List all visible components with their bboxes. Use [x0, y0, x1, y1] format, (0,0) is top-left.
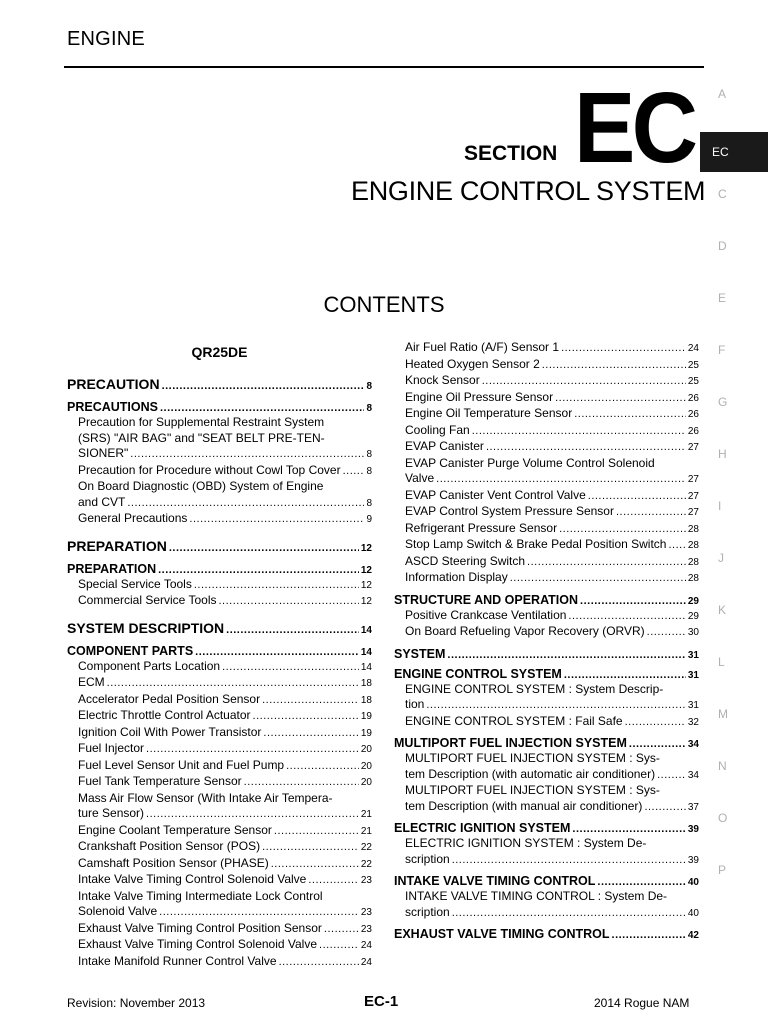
toc-page-number: 26: [687, 425, 699, 437]
toc-entry[interactable]: [67, 921, 372, 938]
toc-entry-title: tem Description (with automatic air conditioner): [405, 766, 656, 781]
toc-right-list: [394, 340, 699, 941]
toc-page-number: 20: [360, 760, 372, 772]
toc-entry[interactable]: [394, 554, 699, 571]
section-tab-m[interactable]: M: [718, 707, 728, 721]
toc-entry-title: SIONER": [78, 446, 129, 460]
toc-entry-title: Electric Throttle Control Actuator: [78, 708, 251, 722]
toc-page-number: 8: [366, 449, 372, 460]
toc-entry-title: Solenoid Valve: [78, 904, 158, 918]
toc-entry[interactable]: [394, 905, 699, 922]
dot-leader: [572, 821, 685, 835]
dot-leader: [130, 446, 364, 463]
dot-leader: [274, 823, 359, 840]
toc-page-number: 31: [687, 649, 699, 661]
toc-page-number: 21: [360, 809, 372, 820]
toc-entry[interactable]: [394, 537, 699, 554]
engine-model-heading: QR25DE: [191, 344, 248, 360]
toc-section[interactable]: [394, 927, 699, 941]
toc-entry-title: Positive Crankcase Ventilation: [405, 607, 567, 622]
dot-leader: [527, 554, 686, 571]
toc-page-number: 27: [687, 442, 699, 453]
toc-page-number: 28: [687, 523, 699, 535]
toc-entry-title: Air Fuel Ratio (A/F) Sensor 1: [405, 340, 560, 354]
toc-section[interactable]: [394, 667, 699, 681]
toc-entry[interactable]: [67, 954, 372, 971]
toc-page-number: 12: [360, 564, 372, 576]
toc-page-number: 27: [687, 474, 699, 485]
toc-entry-title: SYSTEM: [394, 646, 446, 661]
toc-entry[interactable]: [394, 390, 699, 407]
dot-leader: [262, 839, 359, 856]
toc-entry-title: tem Description (with manual air conditioner): [405, 798, 643, 813]
toc-entry-title: Fuel Injector: [78, 741, 145, 755]
dot-leader: [612, 927, 686, 941]
section-tab-k[interactable]: K: [718, 603, 727, 617]
toc-entry-text[interactable]: Mass Air Flow Sensor (With Intake Air Tempera-: [78, 790, 333, 805]
toc-section[interactable]: [394, 821, 699, 835]
toc-entry-title: SYSTEM DESCRIPTION: [67, 619, 225, 636]
toc-entry-text[interactable]: On Board Diagnostic (OBD) System of Engine: [78, 479, 324, 493]
toc-page-number: 31: [687, 700, 699, 711]
toc-page-number: 8: [366, 465, 372, 477]
dot-leader: [625, 714, 686, 731]
toc-entry[interactable]: [67, 659, 372, 676]
section-tab-h[interactable]: H: [718, 447, 727, 461]
toc-entry-title: Camshaft Position Sensor (PHASE): [78, 855, 269, 870]
toc-entry-title: Intake Valve Timing Control Solenoid Valve: [78, 872, 307, 886]
dot-leader: [262, 692, 359, 709]
toc-section[interactable]: [394, 736, 699, 750]
toc-entry[interactable]: [67, 856, 372, 873]
dot-leader: [158, 562, 359, 576]
dot-leader: [542, 357, 686, 374]
toc-page-number: 32: [687, 716, 699, 728]
toc-entry-title: Special Service Tools: [78, 576, 192, 591]
dot-leader: [127, 495, 364, 512]
toc-entry[interactable]: [394, 471, 699, 488]
toc-entry[interactable]: [394, 697, 699, 714]
dot-leader: [561, 340, 686, 357]
toc-entry-title: scription: [405, 904, 450, 919]
toc-page-number: 29: [687, 595, 699, 607]
section-index-tabs: [700, 84, 768, 912]
toc-entry-title: Fuel Tank Temperature Sensor: [78, 774, 242, 788]
toc-entry[interactable]: [394, 608, 699, 625]
toc-entry[interactable]: [67, 823, 372, 840]
dot-leader: [324, 921, 359, 938]
toc-entry-title: Cooling Fan: [405, 422, 470, 437]
toc-entry[interactable]: [67, 806, 372, 823]
header-rule: [64, 66, 704, 68]
toc-entry-text[interactable]: (SRS) "AIR BAG" and "SEAT BELT PRE-TEN-: [78, 430, 325, 445]
toc-entry[interactable]: [394, 488, 699, 505]
toc-entry-title: ECM: [78, 675, 105, 689]
toc-entry[interactable]: [67, 758, 372, 775]
toc-page-number: 19: [360, 711, 372, 722]
toc-page-number: 22: [360, 858, 372, 870]
toc-entry-text[interactable]: Precaution for Supplemental Restraint System: [78, 415, 325, 429]
toc-entry[interactable]: [394, 767, 699, 784]
toc-page-number: 12: [360, 596, 372, 607]
dot-leader: [286, 758, 359, 775]
toc-entry-title: EVAP Control System Pressure Sensor: [405, 504, 614, 518]
toc-entry-title: and CVT: [78, 494, 126, 509]
toc-entry-text[interactable]: INTAKE VALVE TIMING CONTROL : System De-: [405, 889, 668, 903]
toc-entry-title: Engine Coolant Temperature Sensor: [78, 822, 272, 837]
toc-page-number: 30: [687, 627, 699, 638]
dot-leader: [482, 373, 686, 390]
dot-leader: [616, 504, 686, 521]
toc-page-number: 40: [687, 877, 699, 888]
toc-entry-title: Knock Sensor: [405, 373, 480, 387]
section-tab-n[interactable]: N: [718, 759, 727, 773]
toc-chapter[interactable]: [67, 620, 372, 636]
toc-page-number: 26: [687, 392, 699, 404]
toc-entry-title: INTAKE VALVE TIMING CONTROL: [394, 874, 596, 888]
toc-section[interactable]: [67, 644, 372, 658]
dot-leader: [271, 856, 359, 873]
toc-page-number: 34: [687, 739, 699, 750]
dot-leader: [597, 874, 685, 888]
toc-page-number: 25: [687, 359, 699, 371]
footer-page-number: EC-1: [364, 993, 399, 1010]
toc-chapter[interactable]: [67, 376, 372, 392]
toc-section[interactable]: [394, 593, 699, 607]
toc-entry[interactable]: [67, 577, 372, 594]
toc-page-number: 40: [687, 907, 699, 919]
toc-section[interactable]: [67, 562, 372, 576]
toc-entry[interactable]: [394, 624, 699, 641]
dot-leader: [343, 463, 365, 480]
contents-heading: CONTENTS: [323, 292, 445, 317]
dot-leader: [253, 708, 359, 725]
toc-page-number: 19: [360, 727, 372, 739]
dot-leader: [657, 767, 686, 784]
toc-page-number: 14: [360, 661, 372, 673]
dot-leader: [146, 741, 359, 758]
footer-model: 2014 Rogue NAM: [594, 996, 690, 1010]
toc-entry-title: COMPONENT PARTS: [67, 643, 194, 658]
toc-entry[interactable]: [394, 852, 699, 869]
toc-entry-text[interactable]: Intake Valve Timing Intermediate Lock Control: [78, 888, 323, 903]
toc-entry-title: ENGINE CONTROL SYSTEM : Fail Safe: [405, 713, 623, 728]
section-tab-f[interactable]: F: [718, 343, 726, 357]
toc-entry-title: Information Display: [405, 570, 508, 584]
toc-entry-title: ture Sensor): [78, 806, 145, 820]
toc-entry-title: ENGINE CONTROL SYSTEM: [394, 666, 562, 681]
dot-leader: [568, 608, 685, 625]
toc-section[interactable]: [394, 647, 699, 661]
section-tab-o[interactable]: O: [718, 811, 728, 825]
toc-entry[interactable]: [67, 839, 372, 856]
toc-entry[interactable]: [394, 406, 699, 423]
toc-right-column: [394, 340, 699, 942]
toc-entry[interactable]: [67, 872, 372, 889]
toc-entry-title: Engine Oil Temperature Sensor: [405, 406, 573, 420]
toc-entry-title: MULTIPORT FUEL INJECTION SYSTEM: [394, 736, 627, 750]
toc-entry-title: EVAP Canister Vent Control Valve: [405, 487, 586, 502]
toc-entry[interactable]: [67, 692, 372, 709]
toc-page-number: 34: [687, 769, 699, 781]
toc-page-number: 14: [360, 624, 372, 636]
dot-leader: [486, 439, 686, 456]
toc-entry-title: Ignition Coil With Power Transistor: [78, 724, 262, 739]
dot-leader: [195, 644, 359, 658]
dot-leader: [263, 725, 358, 742]
dot-leader: [580, 593, 686, 607]
dot-leader: [559, 521, 686, 538]
toc-entry[interactable]: [67, 675, 372, 692]
toc-page-number: 25: [687, 376, 699, 387]
toc-entry-title: tion: [405, 697, 425, 711]
toc-entry-title: Intake Manifold Runner Control Valve: [78, 953, 277, 968]
dot-leader: [107, 675, 359, 692]
section-tab-a[interactable]: A: [718, 87, 727, 101]
toc-page-number: 8: [366, 381, 372, 392]
dot-leader: [426, 697, 686, 714]
dot-leader: [629, 736, 686, 750]
toc-page-number: 12: [360, 579, 372, 591]
dot-leader: [510, 570, 686, 587]
toc-page-number: 39: [687, 854, 699, 866]
toc-entry[interactable]: [67, 593, 372, 610]
dot-leader: [226, 620, 359, 636]
toc-entry[interactable]: [394, 504, 699, 521]
dot-leader: [555, 390, 686, 407]
toc-entry[interactable]: [394, 521, 699, 538]
toc-page-number: 12: [360, 542, 372, 554]
toc-page-number: 23: [360, 923, 372, 935]
dot-leader: [452, 905, 686, 922]
toc-entry-title: General Precautions: [78, 511, 188, 525]
toc-page-number: 22: [360, 842, 372, 853]
dot-leader: [219, 593, 359, 610]
toc-entry[interactable]: [67, 495, 372, 512]
toc-entry[interactable]: [394, 373, 699, 390]
toc-page-number: 18: [360, 694, 372, 706]
toc-entry[interactable]: [67, 446, 372, 463]
section-tab-c[interactable]: C: [718, 187, 727, 201]
dot-leader: [159, 904, 359, 921]
toc-entry[interactable]: [67, 937, 372, 954]
toc-page-number: 23: [360, 907, 372, 918]
toc-page-number: 20: [360, 744, 372, 755]
toc-page-number: 37: [687, 801, 699, 813]
section-word: SECTION: [464, 142, 558, 165]
dot-leader: [160, 400, 364, 414]
dot-leader: [472, 423, 686, 440]
toc-entry-title: Engine Oil Pressure Sensor: [405, 389, 554, 404]
section-tab-i[interactable]: I: [718, 499, 722, 513]
toc-page-number: 24: [360, 940, 372, 951]
toc-entry[interactable]: [394, 423, 699, 440]
toc-page-number: 42: [687, 930, 699, 941]
toc-entry-title: On Board Refueling Vapor Recovery (ORVR): [405, 624, 645, 638]
toc-page-number: 23: [360, 875, 372, 886]
toc-page-number: 8: [366, 497, 372, 509]
toc-entry-title: Commercial Service Tools: [78, 593, 217, 607]
toc-entry[interactable]: [67, 774, 372, 791]
dot-leader: [588, 488, 686, 505]
dot-leader: [436, 471, 686, 488]
toc-entry[interactable]: [67, 741, 372, 758]
toc-page-number: 18: [360, 678, 372, 689]
toc-page-number: 28: [687, 573, 699, 584]
toc-page-number: 24: [687, 343, 699, 354]
dot-leader: [169, 538, 359, 554]
toc-entry[interactable]: [394, 340, 699, 357]
toc-entry[interactable]: [394, 439, 699, 456]
toc-entry-title: Crankshaft Position Sensor (POS): [78, 839, 261, 853]
toc-entry-text[interactable]: ENGINE CONTROL SYSTEM : System Descrip-: [405, 681, 664, 696]
section-tab-p[interactable]: P: [718, 863, 727, 877]
toc-entry[interactable]: [67, 511, 372, 528]
toc-section[interactable]: [394, 874, 699, 888]
toc-entry-title: Exhaust Valve Timing Control Position Sensor: [78, 920, 322, 935]
dot-leader: [647, 624, 686, 641]
toc-entry[interactable]: [394, 357, 699, 374]
toc-page-number: 28: [687, 540, 699, 551]
dot-leader: [644, 799, 685, 816]
toc-entry-text[interactable]: MULTIPORT FUEL INJECTION SYSTEM : Sys-: [405, 751, 660, 765]
toc-entry-title: Exhaust Valve Timing Control Solenoid Valve: [78, 937, 318, 951]
section-tab-e[interactable]: E: [718, 291, 727, 305]
toc-entry-title: STRUCTURE AND OPERATION: [394, 592, 579, 607]
dot-leader: [447, 647, 685, 661]
section-code: EC: [574, 72, 695, 184]
toc-page-number: 39: [687, 824, 699, 835]
toc-entry-title: ASCD Steering Switch: [405, 553, 526, 568]
toc-entry[interactable]: [67, 463, 372, 480]
dot-leader: [564, 667, 686, 681]
toc-entry-title: PREPARATION: [67, 537, 167, 554]
section-tab-g[interactable]: G: [718, 395, 728, 409]
section-tab-j[interactable]: J: [718, 551, 724, 565]
toc-entry-title: scription: [405, 851, 450, 866]
toc-entry-title: PREPARATION: [67, 561, 157, 576]
toc-page-number: 28: [687, 556, 699, 568]
toc-page-number: 24: [360, 956, 372, 968]
dot-leader: [189, 511, 364, 528]
toc-entry-title: PRECAUTION: [67, 376, 160, 392]
toc-entry-text[interactable]: EVAP Canister Purge Volume Control Solenoid: [405, 455, 655, 470]
toc-page-number: 26: [687, 409, 699, 420]
toc-entry[interactable]: [394, 714, 699, 731]
dot-leader: [244, 774, 359, 791]
dot-leader: [308, 872, 359, 889]
section-tab-d[interactable]: D: [718, 239, 727, 253]
dot-leader: [319, 937, 359, 954]
dot-leader: [194, 577, 359, 594]
dot-leader: [279, 954, 359, 971]
toc-entry-title: Precaution for Procedure without Cowl Top Cover: [78, 462, 341, 477]
toc-entry[interactable]: [394, 570, 699, 587]
toc-page-number: 27: [687, 507, 699, 518]
dot-leader: [574, 406, 686, 423]
toc-page-number: 27: [687, 490, 699, 502]
dot-leader: [452, 852, 686, 869]
toc-left-column: [67, 340, 372, 970]
dot-leader: [162, 376, 365, 392]
toc-page-number: 9: [366, 514, 372, 525]
toc-page-number: 20: [360, 777, 372, 788]
toc-entry-title: Accelerator Pedal Position Sensor: [78, 691, 261, 706]
toc-entry[interactable]: [67, 904, 372, 921]
toc-entry[interactable]: [394, 799, 699, 816]
toc-entry-title: Refrigerant Pressure Sensor: [405, 520, 558, 535]
toc-section[interactable]: [67, 400, 372, 414]
dot-leader: [668, 537, 685, 554]
toc-entry-text[interactable]: MULTIPORT FUEL INJECTION SYSTEM : Sys-: [405, 783, 660, 797]
section-tab-l[interactable]: L: [718, 655, 725, 669]
toc-page-number: 14: [360, 646, 372, 658]
toc-entry-text[interactable]: ELECTRIC IGNITION SYSTEM : System De-: [405, 836, 647, 850]
toc-entry-title: PRECAUTIONS: [67, 400, 158, 414]
toc-entry-title: Valve: [405, 471, 435, 485]
dot-leader: [146, 806, 359, 823]
toc-entry-title: Stop Lamp Switch & Brake Pedal Position Switch: [405, 537, 667, 551]
toc-entry-title: Fuel Level Sensor Unit and Fuel Pump: [78, 757, 285, 772]
toc-page-number: 31: [687, 669, 699, 681]
dot-leader: [222, 659, 359, 676]
toc-entry-title: EXHAUST VALVE TIMING CONTROL: [394, 927, 610, 941]
running-header: ENGINE: [67, 28, 145, 50]
toc-page-number: 21: [360, 825, 372, 837]
section-title: ENGINE CONTROL SYSTEM: [351, 176, 706, 206]
section-tab-ec[interactable]: EC: [700, 132, 768, 172]
toc-page-number: 8: [366, 403, 372, 414]
toc-entry[interactable]: [67, 725, 372, 742]
toc-entry-title: EVAP Canister: [405, 439, 484, 453]
toc-left-list: [67, 376, 372, 970]
toc-entry-title: Component Parts Location: [78, 658, 221, 673]
toc-page-number: 29: [687, 610, 699, 622]
toc-entry[interactable]: [67, 708, 372, 725]
toc-entry-title: Heated Oxygen Sensor 2: [405, 356, 540, 371]
footer-revision: Revision: November 2013: [67, 996, 206, 1010]
toc-entry-title: ELECTRIC IGNITION SYSTEM: [394, 821, 571, 835]
toc-chapter[interactable]: [67, 538, 372, 554]
